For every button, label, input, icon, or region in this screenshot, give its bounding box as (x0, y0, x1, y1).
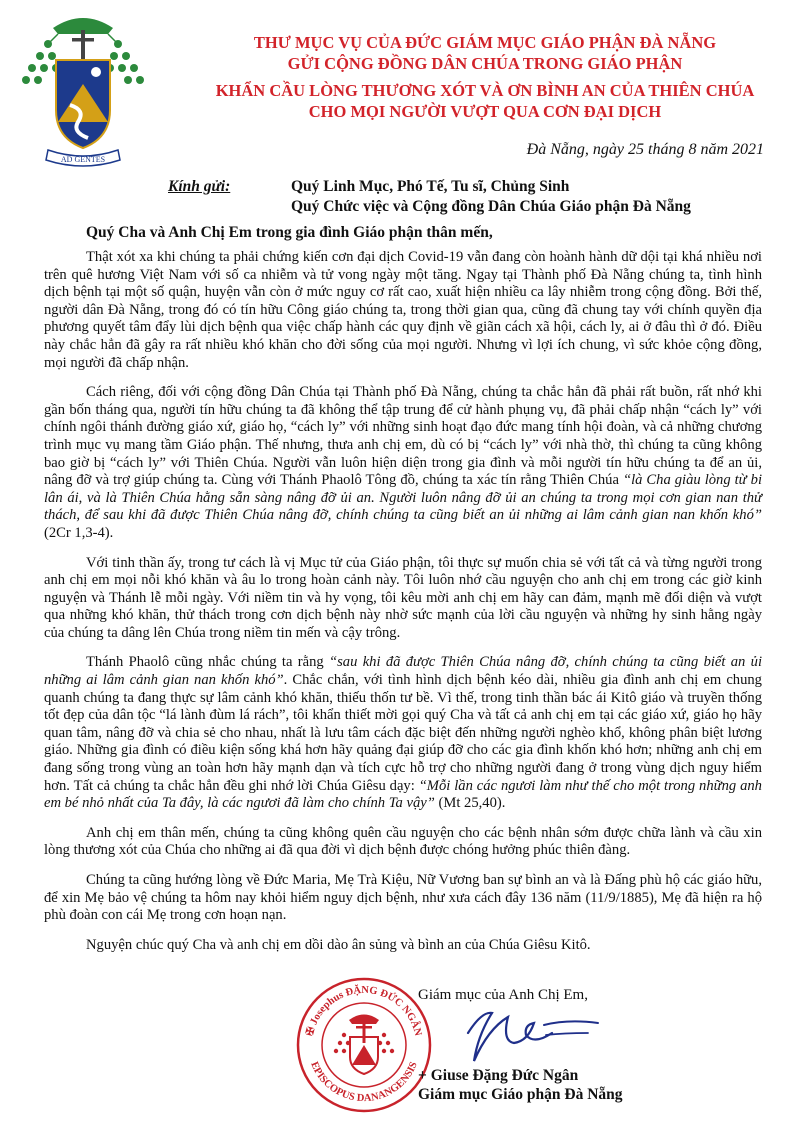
paragraph-1: Thật xót xa khi chúng ta phải chứng kiến cơn đại dịch Covid-19 vẫn đang còn hoành hành dữ dội tại khá nhiều nơi trên quê hương Việt Nam với số ca nhiễm và tử vong ngày một tăng. Ngay tại Thành phố Đà Nẵng chúng ta, tình hình dịch bệnh tại một số quận, huyện vẫn còn ở mức nguy cơ rất cao, xuất hiện nhiều ca lây nhiễm trong cộng đồng. Bởi thế, người dân Đà Nẵng, trong đó có tín hữu Công giáo chúng ta, trong thời gian qua, cũng đã chung tay với chính quyền địa phương quyết tâm đẩy lùi dịch bệnh qua việc chấp hành các quy định về giãn cách xã hội, cách ly, ai ở đâu thì ở đó. Điều này chắc hẳn đã gây ra rất nhiều khó khăn cho đời sống của mọi người. Nhưng vì lợi ích chung, vì sức khỏe cộng đồng, mọi người đã chấp nhận. (44, 249, 762, 371)
paragraph-4-text-b: . Chắc chắn, với tình hình dịch bệnh kéo dài, nhiều gia đình anh chị em chung quanh chúng ta đang thực sự lâm cảnh khó khăn, thiếu thốn tư bề. Vì thế, trong tinh thần bác ái Kitô giáo và truyền thống tốt đẹp của dân tộc “lá lành đùm lá rách”, tôi khẩn thiết mời gọi quý Cha và tất cả anh chị em tại các giáo xứ, giáo họ hãy quan tâm, nâng đỡ và chia sẻ cho nhau, nhất là lưu tâm cách đặc biệt đến những người nghèo khổ, không phân biệt lương giáo. Những gia đình có điều kiện sống khá hơn hãy quảng đại giúp đỡ cho các gia đình khốn khó hơn; những anh chị em đang sống trong vùng an toàn hơn hãy mạnh dạn và tích cực hỗ trợ cho những người đang ở trong vùng dịch nguy hiểm hơn. Tất cả chúng ta chắc hẳn đều ghi nhớ lời Chúa Giêsu dạy: (44, 672, 762, 794)
handwritten-signature-icon (448, 1003, 618, 1063)
letter-title-line-4: CHO MỌI NGƯỜI VƯỢT QUA CƠN ĐẠI DỊCH (308, 102, 662, 121)
recipients-line-2: Quý Chức việc và Cộng đồng Dân Chúa Giáo phận Đà Nẵng (291, 198, 691, 215)
paragraph-2 (44, 384, 762, 542)
seal-text-bottom: EPISCOPUS DANANGENSIS (308, 1060, 420, 1105)
paragraph-4-text-a: Thánh Phaolô cũng nhắc chúng ta rằng (86, 654, 329, 671)
scripture-quote-matthew: “Mỗi lần các ngươi làm như thế cho một trong những anh em bé nhỏ nhất của Ta đây, là các ngươi đã làm cho chính Ta vậy” (44, 777, 762, 812)
scripture-ref-2cor: (2Cr 1,3-4). (44, 524, 114, 541)
bishop-seal-icon (294, 975, 434, 1115)
letter-title-line-2: GỬI CỘNG ĐỒNG DÂN CHÚA TRONG GIÁO PHẬN (287, 54, 683, 73)
seal-text-top: ✠ Josephus ĐẶNG ĐỨC NGÂN (304, 984, 424, 1038)
greeting: Quý Cha và Anh Chị Em trong gia đình Giáo phận thân mến, (86, 224, 493, 241)
signer-name: + Giuse Đặng Đức Ngân (418, 1067, 579, 1084)
scripture-ref-matthew: (Mt 25,40). (434, 795, 506, 812)
signer-title: Giám mục Giáo phận Đà Nẵng (418, 1086, 623, 1103)
letter-title-line-3: KHẨN CẦU LÒNG THƯƠNG XÓT VÀ ƠN BÌNH AN CỦA THIÊN CHÚA (215, 81, 755, 100)
paragraph-7: Nguyện chúc quý Cha và anh chị em dồi dào ân sủng và bình an của Chúa Giêsu Kitô. (86, 936, 591, 953)
date-line: Đà Nẵng, ngày 25 tháng 8 năm 2021 (526, 141, 764, 158)
coat-of-arms-icon (8, 10, 158, 170)
closing-salutation: Giám mục của Anh Chị Em, (418, 987, 588, 1003)
recipients-line-1: Quý Linh Mục, Phó Tế, Tu sĩ, Chủng Sinh (291, 178, 570, 195)
paragraph-3: Với tinh thần ấy, trong tư cách là vị Mục tử của Giáo phận, tôi thực sự muốn chia sẻ với tất cả và từng người trong anh chị em mọi nỗi khó khăn và âu lo trong hoàn cảnh này. Tôi luôn nhớ cầu nguyện cho anh chị em trong các giờ kinh nguyện và Thánh lễ mỗi ngày. Với niềm tin và hy vọng, tôi kêu mời anh chị em hãy can đảm, mạnh mẽ đối diện và vượt qua những khó khăn, thử thách trong cơn dịch bệnh này nhờ sức mạnh của lời cầu nguyện và những hy sinh hằng ngày của chúng ta dâng lên Chúa trong niềm tin mến và cậy trông. (44, 554, 762, 641)
paragraph-6: Chúng ta cũng hướng lòng về Đức Maria, Mẹ Trà Kiệu, Nữ Vương ban sự bình an và là Đấng phù hộ các giáo hữu, để xin Mẹ bảo vệ chúng ta hôm nay khỏi hiểm nguy dịch bệnh, như xưa cách đây 136 năm (11/9/1885), Mẹ đã hiện ra hộ phù đoàn con cái Mẹ trong cơn hoạn nạn. (44, 872, 762, 924)
paragraph-5: Anh chị em thân mến, chúng ta cũng không quên cầu nguyện cho các bệnh nhân sớm được chữa lành và cầu xin lòng thương xót của Chúa cho những ai đã qua đời vì dịch bệnh được chóng hưởng phúc thiên đàng. (44, 824, 762, 859)
scripture-quote-paul: “sau khi đã được Thiên Chúa nâng đỡ, chính chúng ta cũng biết an ủi những ai lâm cảnh gian nan khốn khó” (44, 654, 763, 689)
motto-text: AD GENTES (60, 155, 106, 164)
scripture-quote-2cor: “là Cha giàu lòng từ bi lân ái, và là Thiên Chúa hằng sẵn sàng nâng đỡ ủi an. Người luôn nâng đỡ ủi an chúng ta trong mọi cơn gian nan thử thách, để sau khi đã được Thiên Chúa nâng đỡ, chính chúng ta cũng biết an ủi những ai lâm cảnh gian nan khốn khó” (44, 472, 762, 524)
letter-body (44, 249, 762, 960)
paragraph-2-text: Cách riêng, đối với cộng đồng Dân Chúa tại Thành phố Đà Nẵng, chúng ta chắc hẳn đã phải rất buồn, rất nhớ khi gần bốn tháng qua, người tín hữu chúng ta đã không thể tập trung để cử hành phụng vụ, đã phải chấp nhận “cách ly” với chính ngôi thánh đường giáo xứ, giáo họ, “cách ly” với những sinh hoạt đạo đức mang tính hội đoàn, và cả những chương trình mục vụ mang tầm Giáo phận. Thế nhưng, thưa anh chị em, dù có bị “cách ly” với nhà thờ, thì chúng ta cũng không bao giờ bị “cách ly” với Thiên Chúa. Người vẫn luôn hiện diện trong gia đình và mỗi người tín hữu chúng ta để an ủi, nâng đỡ và trợ giúp chúng ta. Cùng với Thánh Phaolô Tông đồ, chúng ta xác tín rằng Thiên Chúa (44, 384, 762, 489)
paragraph-4 (44, 654, 762, 812)
letter-title-line-1: THƯ MỤC VỤ CỦA ĐỨC GIÁM MỤC GIÁO PHẬN ĐÀ NẴNG (253, 33, 717, 52)
recipients-label: Kính gửi: (168, 178, 231, 195)
